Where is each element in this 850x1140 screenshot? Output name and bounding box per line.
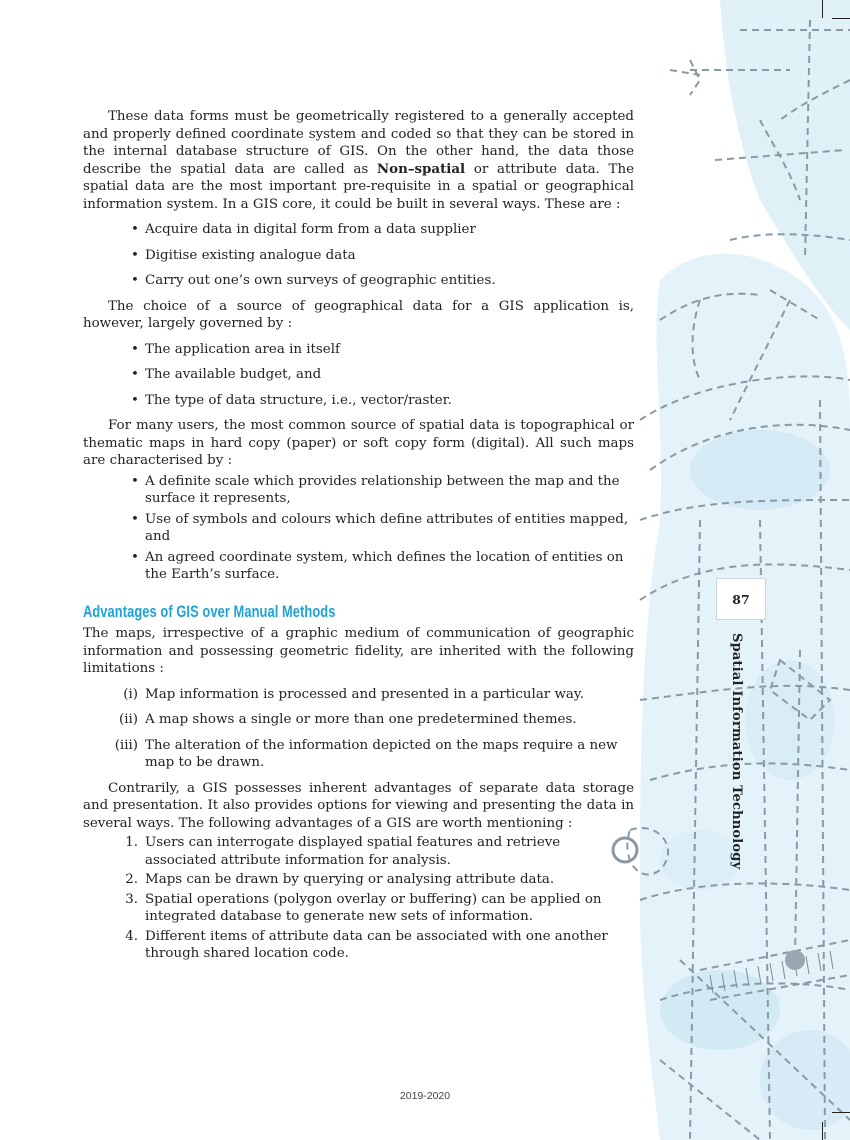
list-item: (iii) The alteration of the information depicted on the maps require a new map to be drawn. (114, 737, 618, 770)
chapter-side-title: Spatial Information Technology (729, 633, 744, 870)
data-acquisition-list (83, 221, 634, 290)
section-heading: Advantages of GIS over Manual Methods (83, 602, 336, 621)
choice-factors-list (83, 341, 634, 410)
watercolor-wash (640, 0, 850, 1140)
choice-paragraph: The choice of a source of geographical data for a GIS application is, however, largely governed by : (83, 298, 634, 331)
advantages-list (83, 834, 634, 963)
intro-paragraph: These data forms must be geometrically registered to a generally accepted and properly defined coordinate system and coded so that they can be stored in the internal database structure of GIS. On the other hand, the data those describe the spatial data are called as Non–spatial or attribute data. The spatial data are the most important pre-requisite in a spatial or geographical information system. In a GIS core, it could be built in several ways. These are : (83, 109, 634, 212)
map-features-list (83, 473, 634, 584)
list-item: (ii) A map shows a single or more than one predetermined themes. (118, 712, 577, 727)
maps-paragraph: For many users, the most common source of spatial data is topographical or thematic maps in hard copy (paper) or soft copy form (digital). All such maps are characterised by : (83, 418, 634, 468)
list-item: • Use of symbols and colours which define attributes of entities mapped, and (83, 511, 634, 546)
list-marker: 1. (125, 835, 138, 850)
crop-mark (832, 1112, 850, 1113)
list-item: • The available budget, and (83, 366, 634, 384)
contrary-paragraph: Contrarily, a GIS possesses inherent advantages of separate data storage and presentation. It also provides options for viewing and presenting the data in several ways. The following advantages of a GIS are worth mentioning : (83, 780, 634, 831)
compass-pivot (785, 950, 805, 970)
list-item: • The type of data structure, i.e., vector/raster. (83, 392, 634, 410)
crop-mark (822, 0, 823, 18)
list-marker: (i) (123, 686, 138, 702)
list-marker: 2. (125, 872, 138, 887)
limitations-list (83, 686, 634, 772)
list-marker: (ii) (118, 712, 138, 727)
list-marker: (iii) (114, 737, 138, 753)
list-item: 3. Spatial operations (polygon overlay or buffering) can be applied on integrated database to generate new sets of information. (125, 891, 602, 924)
list-item: • Digitise existing analogue data (83, 247, 634, 265)
list-item: • Carry out one’s own surveys of geographic entities. (83, 272, 634, 290)
list-item: • An agreed coordinate system, which defines the location of entities on the Earth’s surface. (83, 549, 634, 584)
crop-mark (832, 18, 850, 19)
list-marker: 4. (125, 928, 138, 944)
crop-mark (822, 1122, 823, 1140)
list-item: • Acquire data in digital form from a data supplier (83, 221, 634, 239)
list-item: (i) Map information is processed and presented in a particular way. (123, 686, 584, 702)
page-content (83, 108, 634, 965)
list-item: • A definite scale which provides relationship between the map and the surface it represents, (83, 473, 634, 508)
limitations-paragraph: The maps, irrespective of a graphic medium of communication of geographic information and possessing geometric fidelity, are inherited with the following limitations : (83, 626, 634, 676)
page-number: 87 (716, 578, 766, 620)
footer-year: 2019-2020 (399, 1090, 451, 1102)
list-marker: 3. (125, 891, 138, 907)
list-item: • The application area in itself (83, 341, 634, 359)
list-item: 2. Maps can be drawn by querying or analysing attribute data. (125, 872, 555, 887)
list-item: 4. Different items of attribute data can be associated with one another through shared location code. (125, 928, 608, 961)
non-spatial-term: Non–spatial (376, 160, 466, 177)
list-item: 1. Users can interrogate displayed spatial features and retrieve associated attribute information for analysis. (125, 835, 561, 868)
